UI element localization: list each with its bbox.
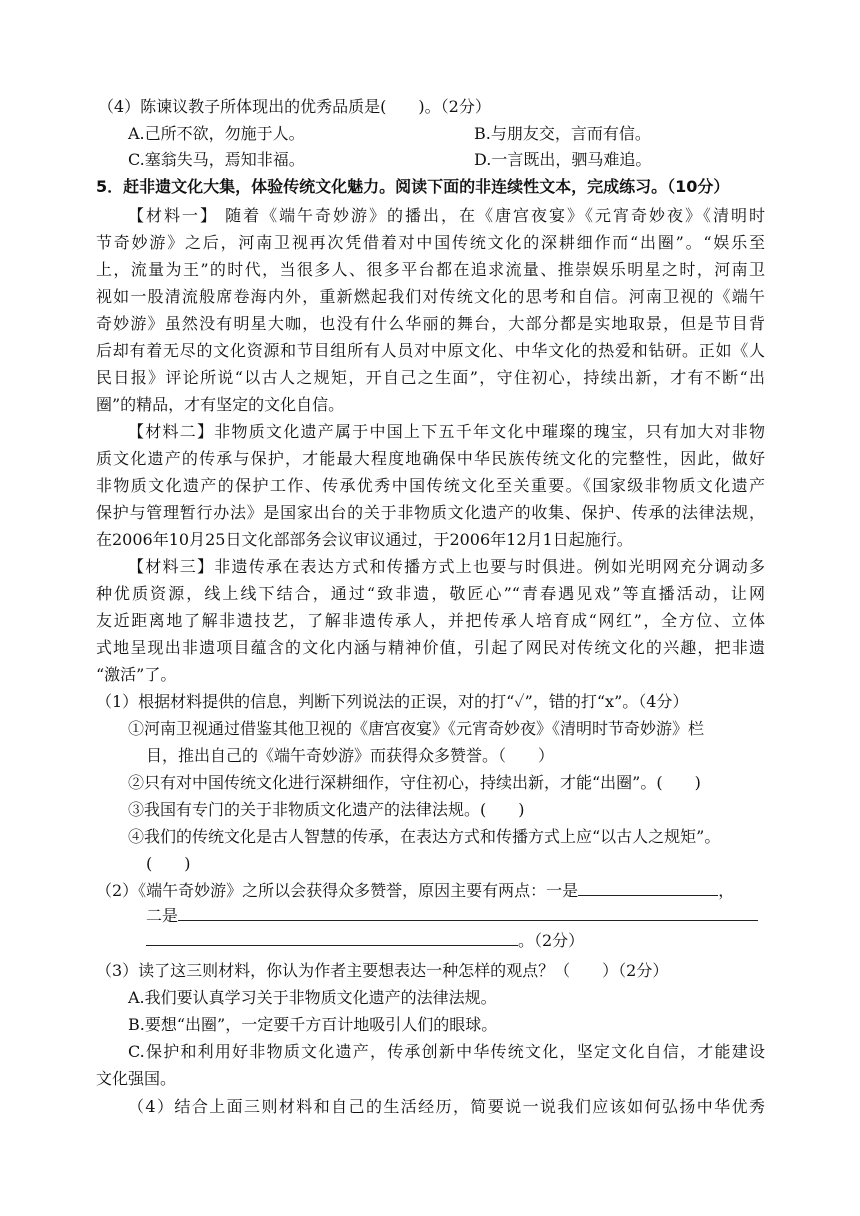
judgement-item-3: ③我国有专门的关于非物质文化遗产的法律法规。( ) — [128, 800, 525, 819]
score-note: 。（2分） — [518, 931, 585, 950]
material-1-line: 后却有着无尽的文化资源和节目组所有人员对中原文化、中华文化的热爱和钻研。正如《人 — [96, 341, 765, 360]
answer-blank-1[interactable] — [578, 881, 718, 896]
question-4-stem: （4）陈谏议教子所体现出的优秀品质是( )。（2分） — [98, 97, 491, 116]
sub-question-1-stem: （1）根据材料提供的信息，判断下列说法的正误，对的打“✓”，错的打“x”。（4分） — [96, 692, 689, 711]
material-3-line: 式地呈现出非遗项目蕴含的文化内涵与精神价值，引起了网民对传统文化的兴趣，把非遗 — [96, 638, 765, 657]
option-c: C.塞翁失马，焉知非福。 — [128, 150, 305, 169]
sub-question-4-stem: （4）结合上面三则材料和自己的生活经历，简要说一说我们应该如何弘扬中华优秀 — [128, 1097, 765, 1116]
choice-a: A.我们要认真学习关于非物质文化遗产的法律法规。 — [128, 988, 497, 1007]
material-2-line: 保护与管理暂行办法》是国家出台的关于非物质文化遗产的收集、保护、传承的法律法规， — [96, 503, 765, 522]
material-2-line: 【材料二】非物质文化遗产属于中国上下五千年文化中璀璨的瑰宝，只有加大对非物 — [128, 422, 765, 441]
material-1-line: 【材料一】 随着《端午奇妙游》的播出，在《唐宫夜宴》《元宵奇妙夜》《清明时 — [128, 206, 765, 225]
material-2-line: 质文化遗产的传承与保护，才能最大程度地确保中华民族传统文化的完整性，因此，做好 — [96, 449, 765, 468]
choice-c-cont: 文化强国。 — [96, 1069, 177, 1088]
option-a: A.己所不欲，勿施于人。 — [128, 124, 305, 143]
material-1-line: 节奇妙游》之后，河南卫视再次凭借着对中国传统文化的深耕细作而“出圈”。“娱乐至 — [96, 233, 765, 252]
judgement-item-4-cont: ( ) — [146, 854, 191, 873]
comma: ， — [718, 881, 735, 900]
answer-blank-2[interactable] — [178, 906, 758, 921]
choice-c: C.保护和利用好非物质文化遗产，传承创新中华传统文化，坚定文化自信，才能建设 — [128, 1042, 765, 1061]
judgement-item-4: ④我们的传统文化是古人智慧的传承，在表达方式和传播方式上应“以古人之规矩”。 — [128, 827, 721, 846]
sub-question-2-line-1 — [96, 881, 734, 901]
judgement-item-2: ②只有对中国传统文化进行深耕细作，守住初心，持续出新，才能“出圈”。( ) — [128, 773, 701, 792]
material-1-line: 奇妙游》虽然没有明星大咖，也没有什么华丽的舞台，大部分都是实地取景，但是节目背 — [96, 314, 765, 333]
material-3-line: “激活”了。 — [96, 665, 177, 684]
material-1-line: 民日报》评论所说“以古人之规矩，开自己之生面”，守住初心，持续出新，才有不断“出 — [96, 368, 765, 387]
option-d: D.一言既出，驷马难追。 — [474, 150, 652, 169]
judgement-item-1: ①河南卫视通过借鉴其他卫视的《唐宫夜宴》《元宵奇妙夜》《清明时节奇妙游》栏 — [128, 719, 705, 738]
material-2-line: 非物质文化遗产的保护工作、传承优秀中国传统文化至关重要。《国家级非物质文化遗产 — [96, 476, 765, 495]
material-3-line: 【材料三】非遗传承在表达方式和传播方式上也要与时俱进。例如光明网充分调动多 — [128, 557, 765, 576]
material-2-line: 在2006年10月25日文化部部务会议审议通过，于2006年12月1日起施行。 — [96, 530, 633, 549]
material-1-line: 上，流量为王”的时代，当很多人、很多平台都在追求流量、推崇娱乐明星之时，河南卫 — [96, 260, 765, 279]
choice-b: B.要想“出圈”，一定要千方百计地吸引人们的眼球。 — [128, 1015, 498, 1034]
material-3-line: 友近距离地了解非遗技艺，了解非遗传承人，并把传承人培育成“网红”，全方位、立体 — [96, 611, 765, 630]
sub-question-2-text: （2）《端午奇妙游》之所以会获得众多赞誉，原因主要有两点：一是 — [96, 881, 579, 900]
material-1-line: 圈”的精品，才有坚定的文化自信。 — [96, 395, 345, 414]
sub-question-2-line-3 — [146, 931, 584, 951]
judgement-item-1-cont: 目，推出自己的《端午奇妙游》而获得众多赞誉。（ ） — [146, 746, 555, 765]
question-5-title: 5．赶非遗文化大集，体验传统文化魅力。阅读下面的非连续性文本，完成练习。（10分） — [96, 177, 730, 196]
option-b: B.与朋友交，言而有信。 — [474, 124, 651, 143]
answer-blank-3[interactable] — [146, 931, 518, 946]
sub-question-2-line-2 — [146, 906, 758, 926]
material-1-line: 视如一股清流般席卷海内外，重新燃起我们对传统文化的思考和自信。河南卫视的《端午 — [96, 287, 765, 306]
sub-question-3-stem: （3）读了这三则材料，你认为作者主要想表达一种怎样的观点？（ ）（2分） — [96, 961, 669, 980]
second-reason-label: 二是 — [146, 906, 179, 925]
material-3-line: 种优质资源，线上线下结合，通过“致非遗，敬匠心”“青春遇见戏”等直播活动，让网 — [96, 584, 765, 603]
